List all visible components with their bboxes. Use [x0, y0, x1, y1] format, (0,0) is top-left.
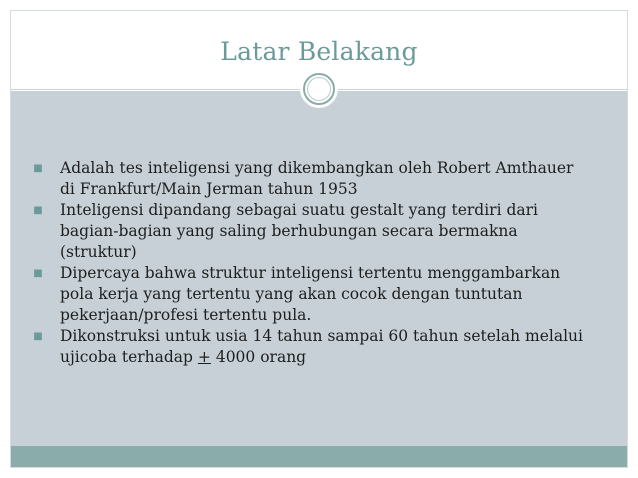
circle-ornament-inner-ring: [307, 77, 331, 101]
plus-minus-symbol: +: [197, 348, 211, 366]
bullet-item: [28, 158, 588, 200]
bullet-list: [28, 158, 588, 368]
square-bullet-icon: ■: [33, 163, 43, 174]
bullet-text: Inteligensi dipandang sebagai suatu gestalt yang terdiri dari bagian-bagian yang saling berhubungan secara bermakna (struktur): [60, 201, 538, 261]
bullet-text: Dipercaya bahwa struktur inteligensi tertentu menggambarkan pola kerja yang tertentu yang akan cocok dengan tuntutan pekerjaan/profesi tertentu pula.: [60, 264, 561, 324]
footer-bar: [11, 446, 627, 467]
square-bullet-icon: ■: [33, 331, 43, 342]
bullet-item: [28, 263, 588, 326]
square-bullet-icon: ■: [33, 205, 43, 216]
bullet-text: Adalah tes inteligensi yang dikembangkan oleh Robert Amthauer di Frankfurt/Main Jerman tahun 1953: [60, 159, 574, 198]
bullet-text-after: 4000 orang: [210, 348, 307, 366]
bullet-item: [28, 326, 588, 368]
circle-ornament-icon: [300, 70, 338, 108]
circle-ornament-ring: [303, 73, 335, 105]
slide-title: Latar Belakang: [220, 37, 418, 66]
square-bullet-icon: ■: [33, 268, 43, 279]
bullet-text-before: Dikonstruksi untuk usia 14 tahun sampai 60 tahun setelah melalui ujicoba terhadap: [60, 327, 583, 366]
bullet-item: [28, 200, 588, 263]
